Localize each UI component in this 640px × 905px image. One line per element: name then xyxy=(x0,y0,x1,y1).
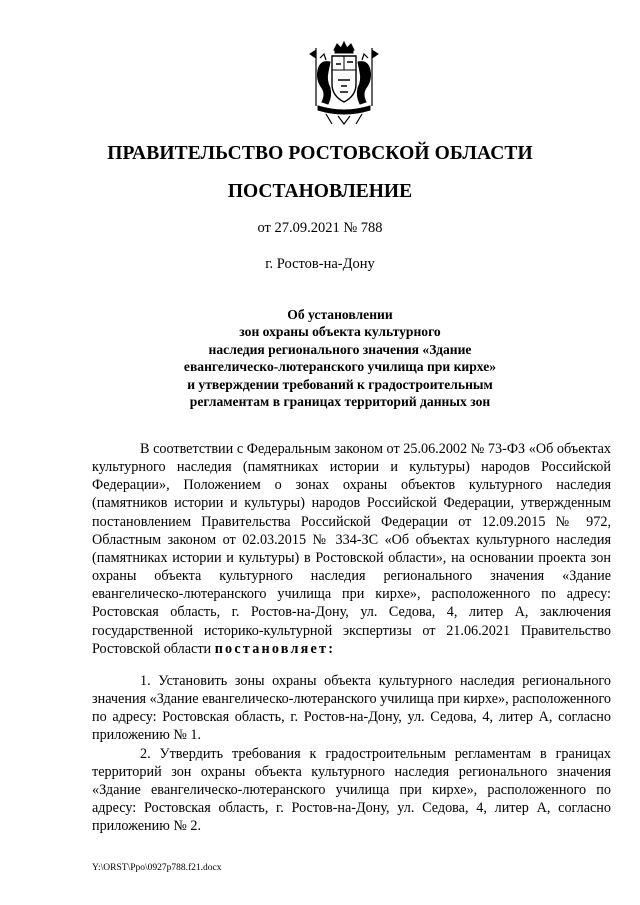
resolution-item-1: 1. Установить зоны охраны объекта культурного наследия регионального значения «Здание евангелическо-лютеранского училища при кирхе», расположенного по адресу: Ростовская область, г. Ростов-на-Дону, ул. Седова, 4, литер А, согласно приложению № 1. xyxy=(92,673,611,744)
resolution-item-2: 2. Утвердить требования к градостроительным регламентам в границах территорий зон охраны объекта культурного наследия регионального значения «Здание евангелическо-лютеранского училища при кирхе», расположенного по адресу: Ростовская область, г. Ростов-на-Дону, ул. Седова, 4, литер А, согласно приложению № 2. xyxy=(92,745,611,835)
subject-line: регламентам в границах территорий данных зон xyxy=(189,394,491,410)
subject-line: зон охраны объекта культурного xyxy=(239,324,441,340)
resolution-items xyxy=(92,672,611,835)
preamble-paragraph xyxy=(92,440,611,658)
document-date-number: от 27.09.2021 № 788 xyxy=(257,220,383,236)
resolves-keyword: постановляет xyxy=(214,640,329,657)
subject-line: евангелическо-лютеранского училища при кирхе» xyxy=(183,359,497,375)
coat-of-arms-icon xyxy=(308,40,380,126)
document-type: ПОСТАНОВЛЕНИЕ xyxy=(227,181,413,202)
subject-line: наследия регионального значения «Здание xyxy=(208,341,472,357)
resolves-colon: : xyxy=(328,640,333,657)
document-city: г. Ростов-на-Дону xyxy=(265,256,375,272)
subject-line: и утверждении требований к градостроительным xyxy=(187,376,493,392)
subject-line: Об установлении xyxy=(287,307,393,322)
preamble-block xyxy=(92,440,611,658)
file-path-footer: Y:\ORST\Ppo\0927p788.f21.docx xyxy=(92,863,222,873)
preamble-text: В соответствии с Федеральным законом от 25.06.2002 № 73-ФЗ «Об объектах культурного наследия (памятниках истории и культуры) народов Российской Федерации», Положением о зонах охраны объектов культурного наследия (памятников истории и культуры) народов Российской Федерации, утвержденным постановлением Правительства Российской Федерации от 12.09.2015 № 972, Областным законом от 02.03.2015 № 334-ЗС «Об объектах культурного наследия (памятниках истории и культуры) в Ростовской области», на основании проекта зон охраны объекта культурного наследия регионального значения «Здание евангелическо-лютеранского училища при кирхе», расположенного по адресу: Ростовская область, г. Ростов-на-Дону, ул. Седова, 4, литер А, заключения государственной историко-культурной экспертизы от 21.06.2021 Правительство Ростовской области xyxy=(92,441,611,657)
document-subject xyxy=(120,306,560,410)
government-title: ПРАВИТЕЛЬСТВО РОСТОВСКОЙ ОБЛАСТИ xyxy=(107,143,533,164)
